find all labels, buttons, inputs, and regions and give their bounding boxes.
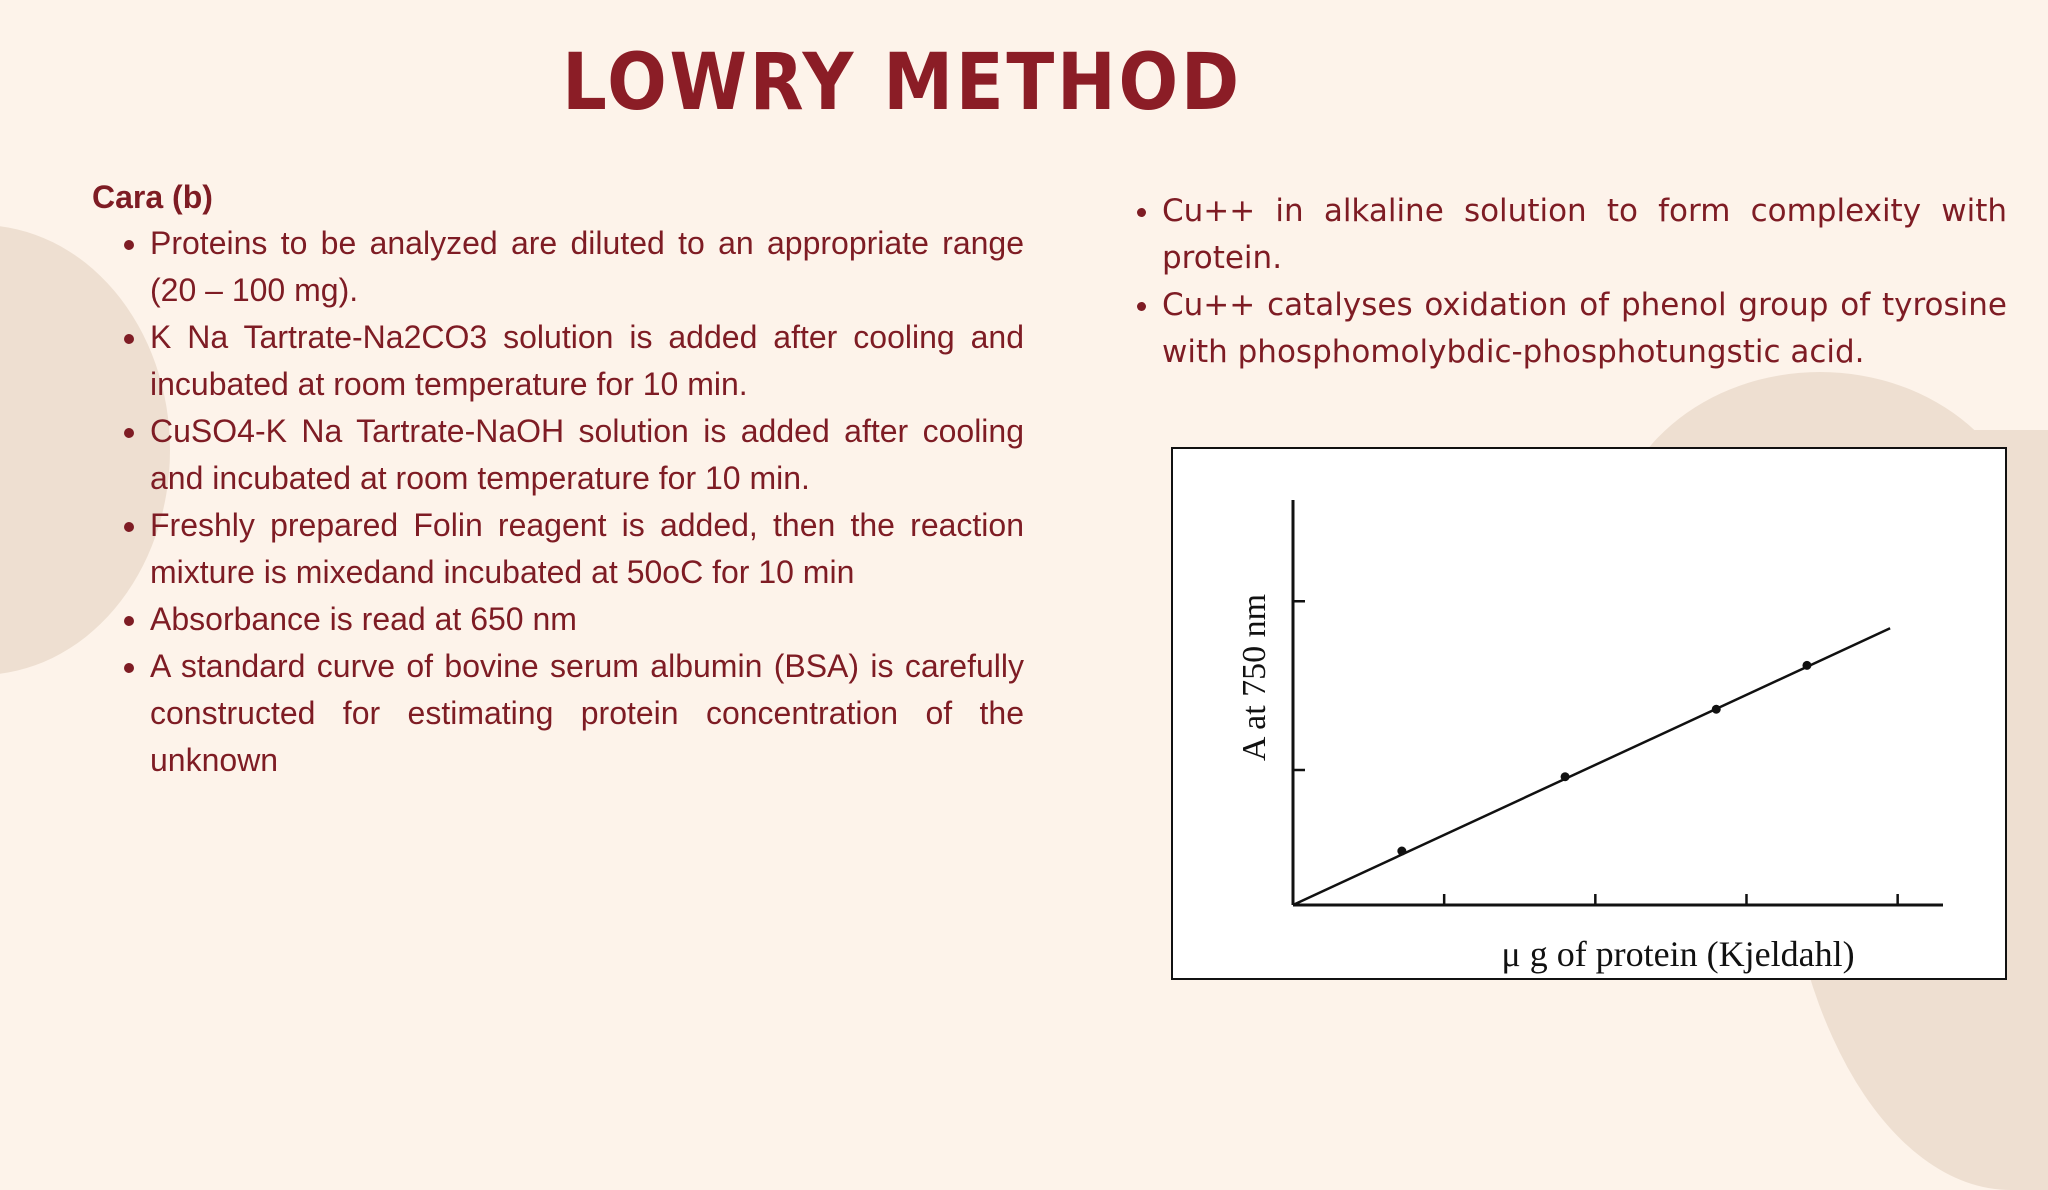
data-point: [1397, 847, 1406, 856]
section-heading: Cara (b): [92, 179, 213, 215]
bullet-copper-complex: • Cu++ in alkaline solution to form complexity with protein.: [1162, 188, 2007, 282]
left-column: [92, 174, 1024, 784]
right-bullet-list: [1104, 188, 2007, 376]
y-axis-label: A at 750 nm: [1236, 593, 1273, 762]
page-title: LOWRY METHOD: [562, 38, 1242, 128]
bullet-tartrate-carbonate: • K Na Tartrate-Na2CO3 solution is added after cooling and incubated at room temperature for 10 min.: [150, 314, 1024, 408]
data-point: [1802, 661, 1811, 670]
x-axis-label: μ g of protein (Kjeldahl): [1501, 934, 1855, 974]
bullet-cuso4-reagent: • CuSO4-K Na Tartrate-NaOH solution is added after cooling and incubated at room temperature for 10 min.: [150, 408, 1024, 502]
right-column: [1104, 188, 2007, 376]
left-bullet-list: [92, 220, 1024, 784]
data-point: [1712, 705, 1721, 714]
data-point: [1561, 772, 1570, 781]
bullet-standard-curve: • A standard curve of bovine serum albumin (BSA) is carefully constructed for estimating protein concentration of the unknown: [150, 643, 1024, 784]
series-line: [1293, 628, 1890, 905]
bullet-copper-catalysis: • Cu++ catalyses oxidation of phenol group of tyrosine with phosphomolybdic-phosphotungstic acid.: [1162, 282, 2007, 376]
bullet-absorbance: • Absorbance is read at 650 nm: [150, 596, 1024, 643]
standard-curve-chart: [1171, 447, 2007, 980]
bullet-dilution: • Proteins to be analyzed are diluted to an appropriate range (20 – 100 mg).: [150, 220, 1024, 314]
bullet-folin-reagent: • Freshly prepared Folin reagent is added, then the reaction mixture is mixedand incubated at 50oC for 10 min: [150, 502, 1024, 596]
chart-svg: [1173, 449, 2005, 978]
